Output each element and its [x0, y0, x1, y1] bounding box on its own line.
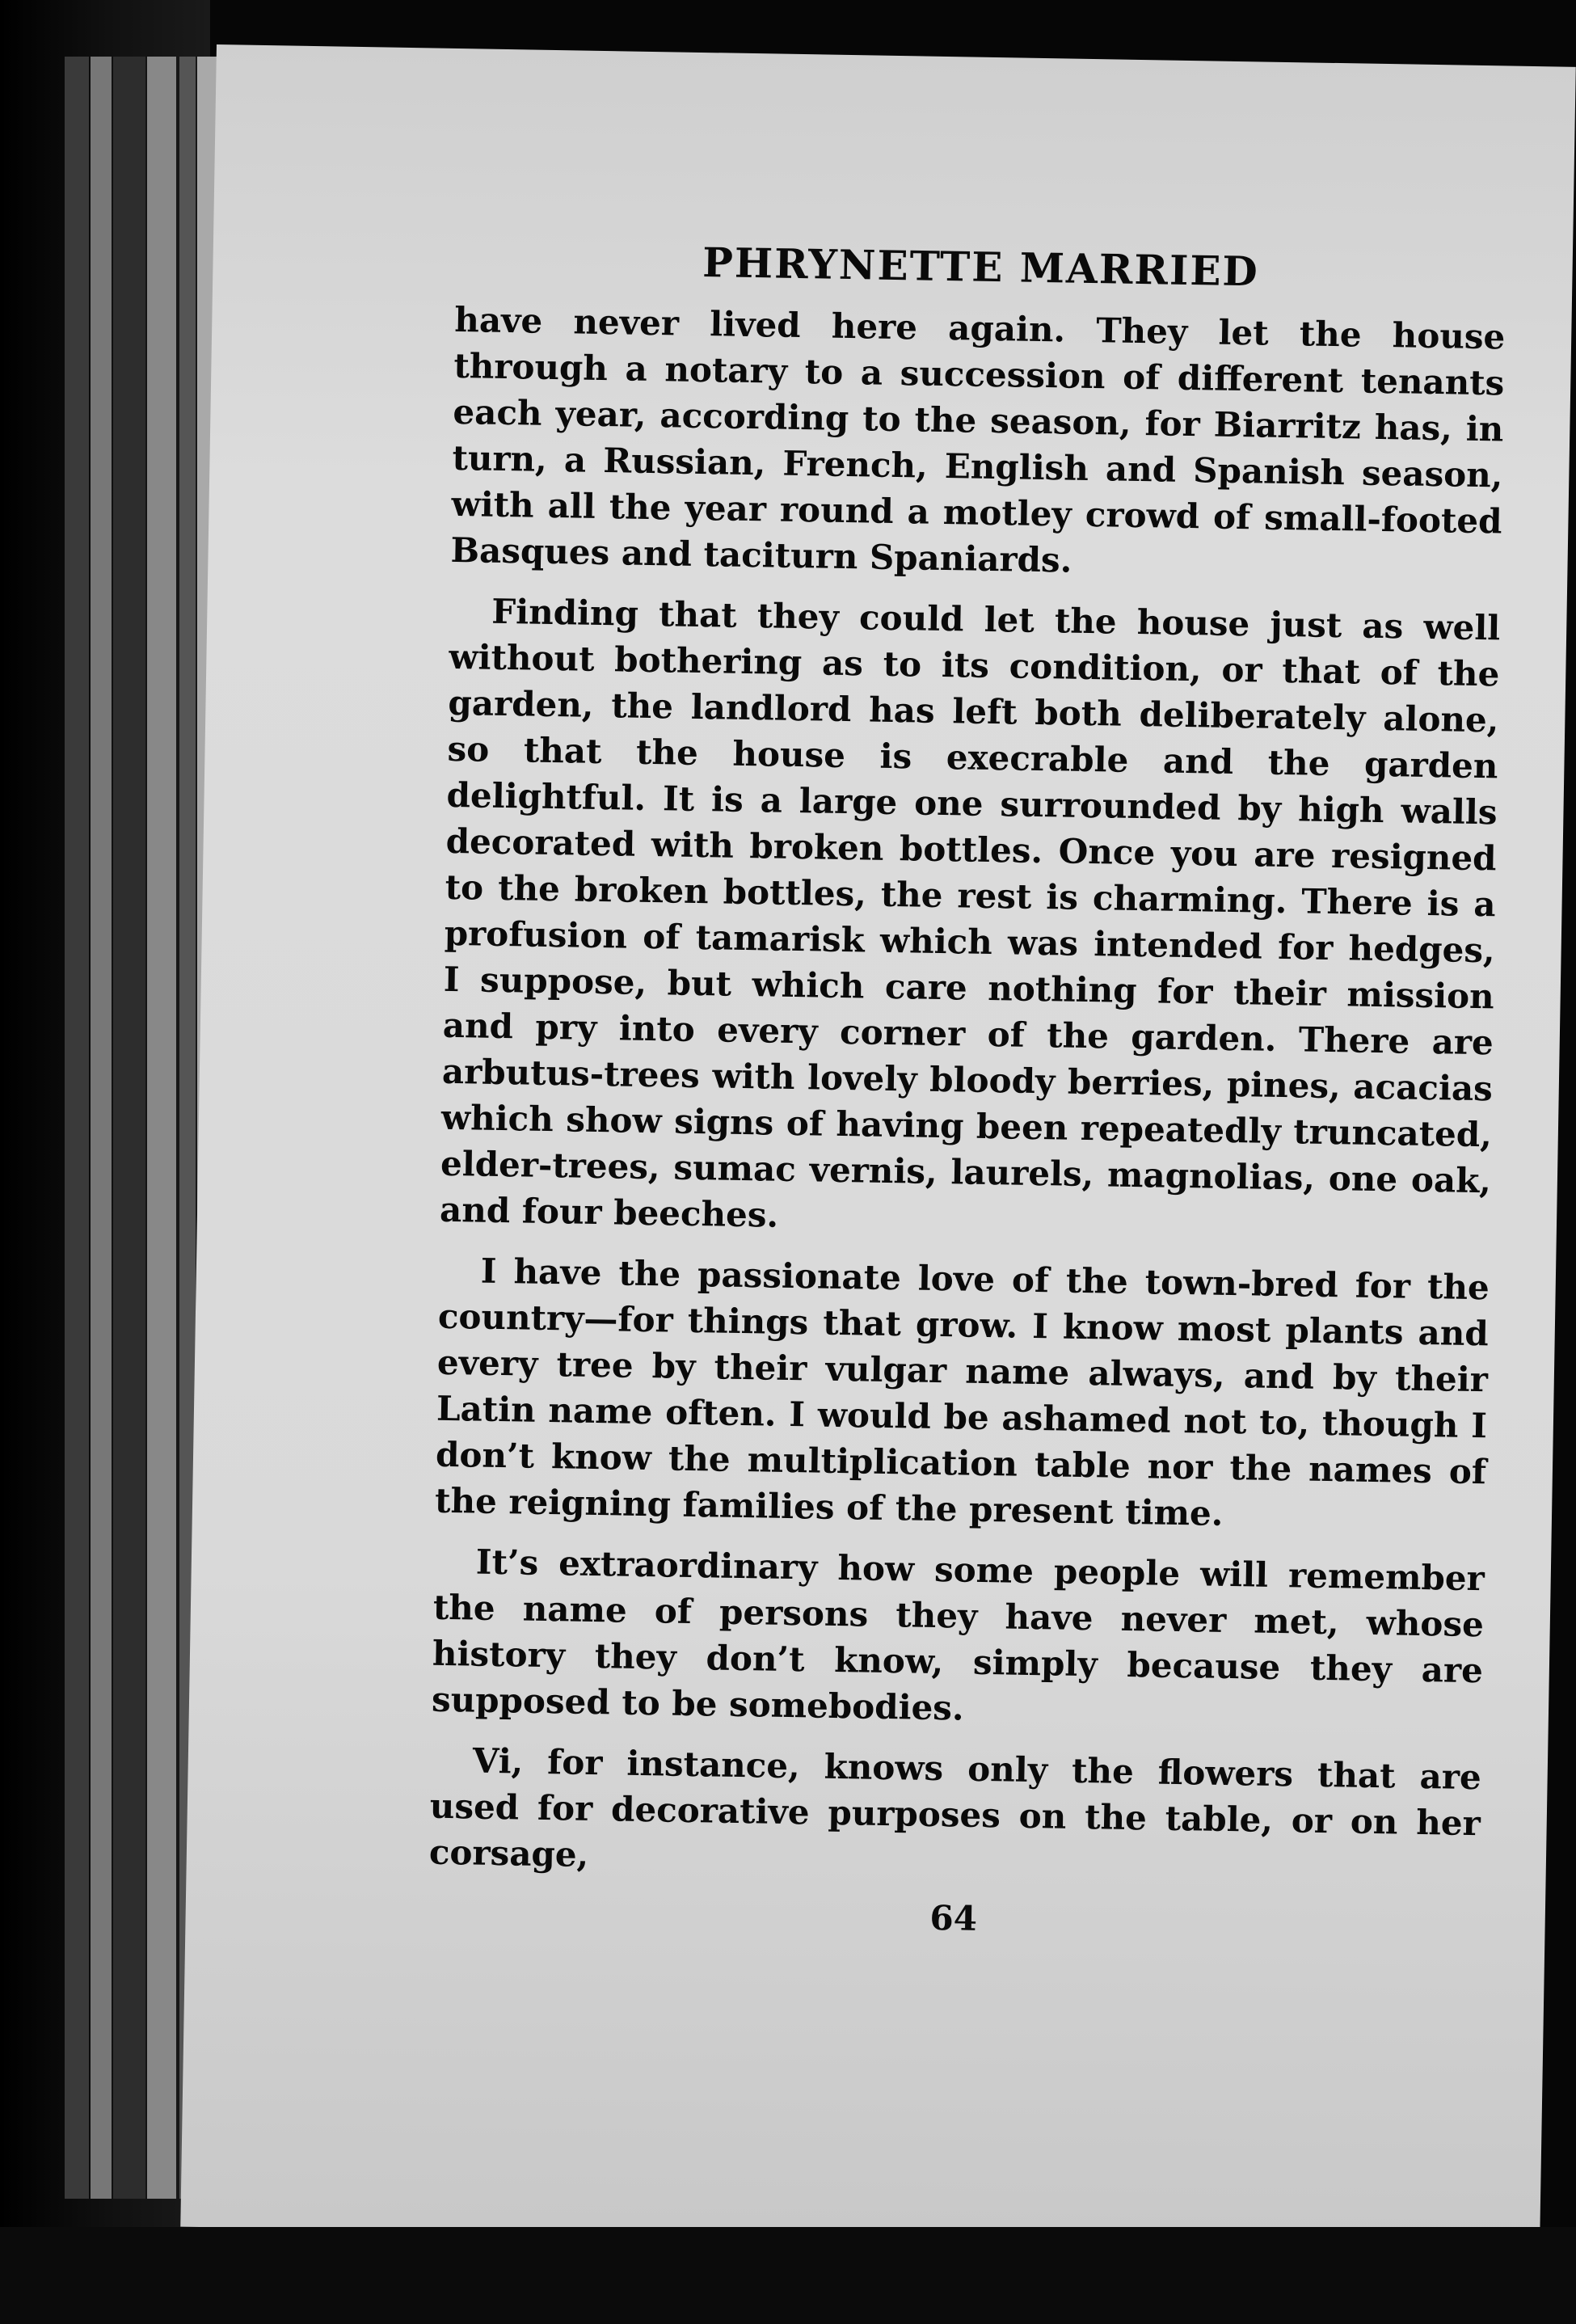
scan-bottom-border [0, 2227, 1576, 2324]
paragraph: I have the passionate love of the town-bred for the country—for things that grow. I know most plants and every tree by their vulgar name always, and by their Latin name often. I would be ashamed not to, though I don’t know the multiplication table nor the names of the reigning families of the present time. [434, 1251, 1490, 1533]
paragraph: Vi, for instance, knows only the flowers that are used for decorative purposes on the table, or on her corsage, [428, 1740, 1482, 1875]
printed-page [180, 44, 1576, 2250]
page-edge [113, 57, 145, 2199]
paragraph: It’s extraordinary how some people will remember the name of persons they have never met, whose history they don’t know, simply because they are supposed to be somebodies. [431, 1542, 1485, 1728]
paragraph: have never lived here again. They let the house through a notary to a succession of different tenants each year, according to the season, for Biarritz has, in turn, a Russian, French, English and Spanish season, with all the year round a motley crowd of small-footed Basques and taciturn Spaniards. [450, 299, 1506, 580]
page-text-block [428, 234, 1506, 1947]
page-number: 64 [929, 1897, 978, 1938]
running-head: PHRYNETTE MARRIED [702, 238, 1260, 296]
page-edge [91, 57, 112, 2199]
paragraph: Finding that they could let the house just as well without bothering as to its condition, or that of the garden, the landlord has left both deliberately alone, so that the house is execrable and the garden delightful. It is a large one surrounded by high walls decorated with broken bottles. Once you are resigned to the broken bottles, the rest is charming. There is a profusion of tamarisk which was intended for hedges, I suppose, but which care nothing for their mission and pry into every corner of the garden. There are arbutus-trees with lovely bloody berries, pines, acacias which show signs of having been repeatedly truncated, elder-trees, sumac vernis, laurels, magnolias, one oak, and four beeches. [439, 591, 1501, 1235]
page-edge [147, 57, 176, 2199]
page-edge [65, 57, 89, 2199]
